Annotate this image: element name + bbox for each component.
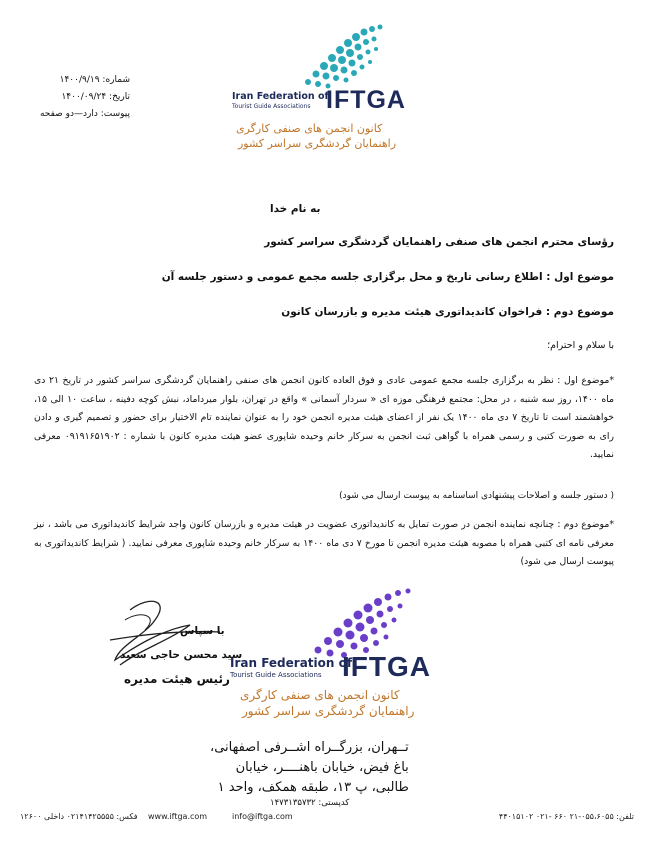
addressee: رؤسای محترم انجمن های صنفی راهنمایان گردشگری سراسر کشور: [264, 236, 614, 248]
signer-name: سید محسن حاجی سعید: [120, 649, 243, 661]
footer-phone: تلفن: ۰۵۵،۶۰۵۵-۲۱ ۶۶۰ -۰۲۱ ۴۴۰۱۵۱۰۲: [498, 812, 634, 821]
subject-two: موضوع دوم : فراخوان کاندیداتوری هیئت مدیره و بازرسان کانون: [281, 306, 614, 318]
logo-persian-line1: کانون انجمن های صنفی کارگری: [236, 122, 383, 135]
letter-number: شماره: ۱۴۰۰/۹/۱۹: [59, 75, 130, 85]
footer-bar: [20, 812, 634, 830]
greeting: با سلام و احترام؛: [547, 340, 614, 351]
signature-closing: با سپاس: [180, 625, 225, 637]
address-line3: طالبی، پ ۱۳، طبقه همکف، واحد ۱: [217, 780, 409, 795]
letter-date: تاریخ: ۱۴۰۰/۰۹/۲۴: [61, 92, 130, 102]
footer-website[interactable]: www.iftga.com: [148, 812, 208, 821]
basmala: به نام خدا: [270, 203, 321, 215]
stamp-english-name: Iran Federation of Tourist Guide Associations: [230, 656, 353, 679]
letter-attachment: پیوست: دارد—دو صفحه: [39, 109, 130, 119]
paragraph-one: *موضوع اول : نظر به برگزاری جلسه مجمع عمومی عادی و فوق العاده کانون انجمن های صنفی راهنمایان گردشگری سراسر کشور در تاریخ ۲۱ دی ماه ۱۴۰۰، روز سه شنبه ، در محل: مجتمع فرهنگی موزه ای « سردار آسمانی » واقع در تهران، بلوار میرداماد، نبش کوچه دفینه ، ساعت ۱۰ الی ۱۵، خواهشمند است تا تاریخ ۷ دی ماه ۱۴۰۰ یک نفر از اعضای هیئت مدیره انجمن خود را به عنوان نماینده تام الاختیار برای حضور و تصمیم گیری و دادن رای به صورت کتبی و رسمی همراه با گواهی ثبت انجمن به سرکار خانم وحیده شاپوری عضو هیئت مدیره کانون با شماره : ۰۹۱۹۱۶۵۱۹۰۲ معرفی نمایید.: [34, 375, 615, 460]
stamp-acronym: IFTGA: [342, 651, 431, 682]
stamp-logo: [228, 585, 431, 718]
stamp-dots-icon: [308, 585, 418, 660]
address-line2: باغ فیض، خیابان باهنــــر، خیابان: [235, 760, 409, 775]
logo-english-name: Iran Federation of Tourist Guide Associations: [232, 91, 329, 110]
logo-persian-line2: راهنمایان گردشگری سراسر کشور: [238, 137, 397, 150]
subject-one: موضوع اول : اطلاع رسانی تاریخ و محل برگزاری جلسه مجمع عمومی و دستور جلسه آن: [161, 271, 614, 283]
signer-title: رئیس هیئت مدیره: [124, 672, 230, 686]
logo-dots-icon: [298, 22, 393, 92]
postal-code: کدپستی: ۱۴۷۳۱۳۵۷۳۲: [270, 798, 350, 808]
paragraph-two: *موضوع دوم : چنانچه نماینده انجمن در صورت تمایل به کاندیداتوری عضویت در هیئت مدیره و بازرسان کانون واجد شرایط کاندیداتوری می باشد ، نیز معرفی نامه ای کتبی همراه با مصوبه هیئت مدیره انجمن تا مورخ ۷ دی ماه ۱۴۰۰ به سرکار خانم وحیده شاپوری معرفی نمایید. ( شرایط کاندیداتوری به پیوست ارسال می شود): [34, 519, 615, 567]
letterhead-logo: [226, 22, 406, 154]
note-one: ( دستور جلسه و اصلاحات پیشنهادی اساسنامه به پیوست ارسال می شود): [339, 491, 614, 501]
stamp-persian-line2: راهنمایان گردشگری سراسر کشور: [242, 704, 415, 718]
address-block: [210, 738, 409, 798]
letter-meta: [39, 72, 130, 123]
footer-email[interactable]: info@iftga.com: [232, 812, 293, 821]
footer-fax: فکس: ۰۲۱۴۱۴۲۵۵۵۵ داخلی ۱۲۶۰۰: [20, 812, 138, 821]
stamp-persian-line1: کانون انجمن های صنفی کارگری: [240, 688, 400, 702]
logo-acronym: IFTGA: [326, 86, 406, 114]
address-line1: تــهران، بزرگــراه اشــرفی اصفهانی،: [210, 740, 409, 755]
